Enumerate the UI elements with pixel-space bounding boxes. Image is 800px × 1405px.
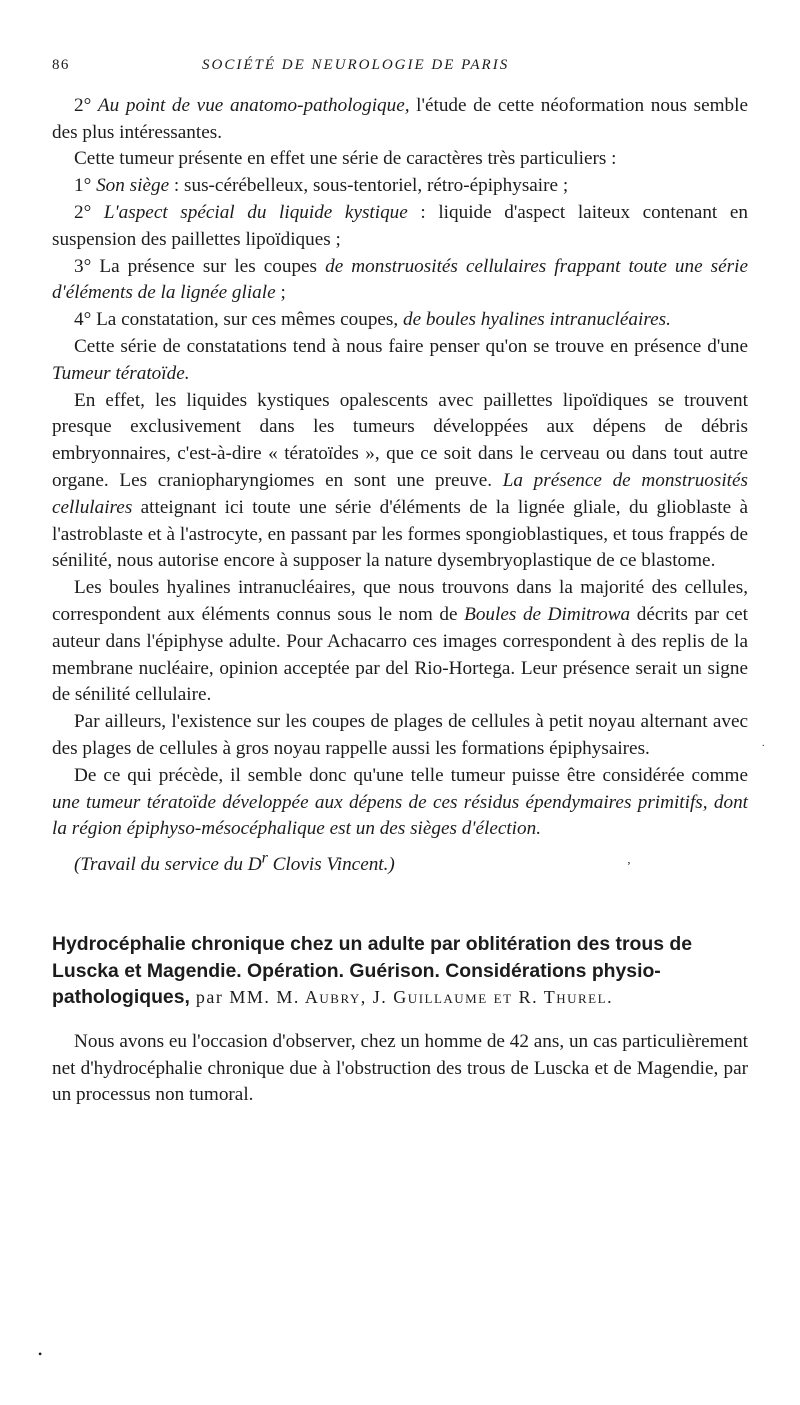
article-authors [190,987,613,1007]
stray-mark: ʼ [626,858,631,873]
paragraph-text: ; [275,282,286,304]
emphasis: Boules de Dimitrowa [464,603,631,625]
paragraph-caracteres: Cette tumeur présente en effet une série de caractères très particuliers : [74,148,617,170]
margin-bullet: • [38,1347,43,1361]
paragraph-siege [52,173,748,200]
paragraph-text: La présence sur les coupes [99,255,326,277]
paragraph-boules-dimitrowa [52,575,748,709]
paragraph-number: 4° [74,309,97,331]
paragraph-text: Cette série de constatations tend à nous faire penser qu'on se trouve en présence d'une [74,335,748,357]
paragraph-text: En effet, les liquides kystiques opalescents avec paillettes lipoïdiques se trouvent presque exclusivement dans les tumeurs développées aux dépens de débris embryonnaires, c'est-à-dire « tératoïdes », que ce soit dans le cerveau ou dans tout autre organe. Les craniopharyngiomes en sont une preuve. [52,389,748,491]
article-body: Nous avons eu l'occasion d'observer, chez un homme de 42 ans, un cas particulièrement net d'hydrocéphalie chronique due à l'obstruction des trous de Luscka et de Magendie, par un processus non tumoral. [52,1030,748,1106]
paragraph-anatomo-pathologique [52,93,748,147]
article-title-text: Hydrocéphalie chronique chez un adulte par oblitération des trous de Luscka et Magendie. Opération. Guérison. Considérations physio-pathologiques, [52,933,692,1009]
paragraph-par-ailleurs: Par ailleurs, l'existence sur les coupes de plages de cellules à petit noyau alternant avec des plages de cellules à gros noyau rappelle aussi les formations épiphysaires. [52,711,748,759]
paragraph-text: De ce qui précède, il semble donc qu'une telle tumeur puisse être considérée comme [74,764,748,786]
emphasis: Tumeur tératoïde. [52,362,190,384]
paragraph-monstruosites [52,254,748,308]
article-title [52,931,748,1011]
paragraph-aspect-liquide [52,200,748,254]
paragraph-number: 1° [74,175,97,197]
emphasis: Au point de vue anatomo-pathologique, [97,94,410,116]
paragraph-text: : liquide d'aspect laiteux contenant en suspension des paillettes lipoïdiques ; [52,201,748,250]
paragraph-text: Les boules hyalines intranucléaires, que nous trouvons dans la majorité des cellules, correspondent aux éléments connus sous le nom de [52,577,748,625]
service-credit [52,845,748,879]
paragraph-text: atteignant ici toute une série d'éléments de la lignée gliale, du glioblaste à l'astroblaste et à l'astrocyte, en passant par les formes spongioblastiques, et tous frappés de sénilité, nous autorise encore à supposer la nature dysembryoplastique de ce blastome. [52,496,748,572]
paragraph-text: décrits par cet auteur dans l'épiphyse adulte. Pour Achacarro ces images correspondent à des replis de la membrane nucléaire, opinion acceptée par del Rio-Hortega. Leur présence serait un signe de sénilité cellulaire. [52,603,749,706]
authors-prefix: par MM. [189,987,277,1008]
credit-text: (Travail du service du D [74,853,262,875]
authors-names: M. Aubry, J. Guillaume et R. Thurel. [276,987,614,1008]
page-number: 86 [52,57,70,73]
paragraph-conclusion [52,763,748,843]
running-title: SOCIÉTÉ DE NEUROLOGIE DE PARIS [202,57,510,73]
running-head [52,52,748,79]
paragraph-boules-hyalines [52,307,748,334]
paragraph-number: 2° [74,94,98,116]
paragraph-en-effet [52,388,748,576]
emphasis: La présence de monstruosités cellulaires [52,469,748,518]
margin-speck: . [762,738,765,749]
page [52,52,748,1109]
credit-text: Clovis Vincent.) [267,853,395,875]
paragraph-text: : sus-cérébelleux, sous-tentoriel, rétro-épiphysaire ; [169,175,569,197]
paragraph-number: 3° [74,255,100,277]
emphasis: de monstruosités cellulaires frappant toute une série d'éléments de la lignée gliale [52,255,748,304]
emphasis: Son siège [96,175,170,197]
credit-superscript: r [261,849,268,867]
paragraph-text: l'étude de cette néoformation nous semble des plus intéressantes. [52,94,748,143]
emphasis: L'aspect spécial du liquide kystique [103,201,408,223]
paragraph-text: La constatation, sur ces mêmes coupes, [96,309,403,331]
emphasis: une tumeur tératoïde développée aux dépens de ces résidus épendymaires primitifs, dont la région épiphyso-mésocéphalique est un des sièges d'élection. [52,791,748,840]
paragraph-tumeur-teratoide [52,334,748,388]
paragraph-number: 2° [74,201,104,223]
emphasis: de boules hyalines intranucléaires. [403,309,671,331]
